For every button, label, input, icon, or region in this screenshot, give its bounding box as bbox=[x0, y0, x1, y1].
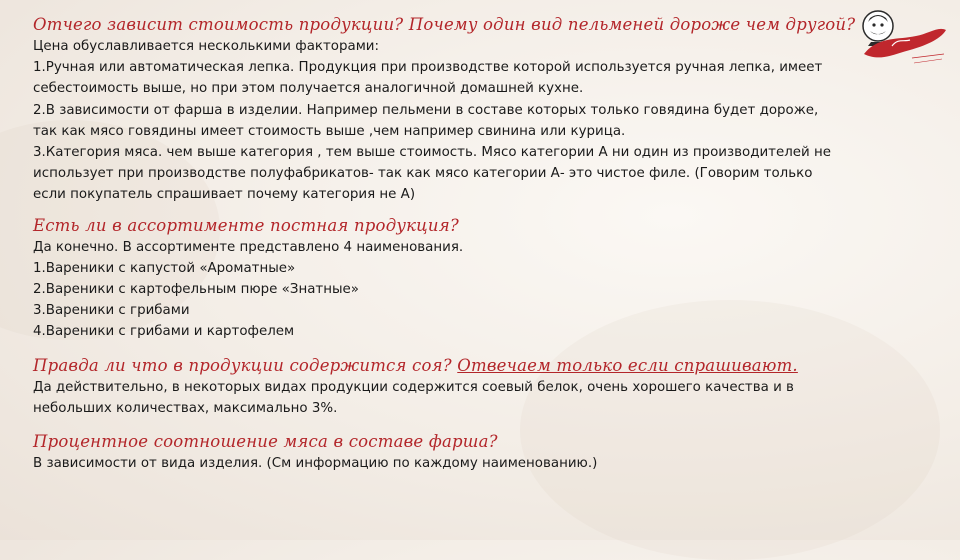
slide-content bbox=[33, 14, 903, 482]
body-line: использует при производстве полуфабрикатов- так как мясо категории А- это чистое филе. (Говорим только bbox=[33, 166, 813, 182]
list-item: 2.Вареники с картофельным пюре «Знатные» bbox=[33, 282, 359, 298]
section-heading: Отчего зависит стоимость продукции? Почему один вид пельменей дороже чем другой? bbox=[33, 15, 856, 34]
section-heading-question: Правда ли что в продукции содержится соя? bbox=[33, 355, 452, 375]
section-heading-emphasis: Отвечаем только если спрашивают. bbox=[457, 355, 798, 375]
body-line: 3.Категория мяса. чем выше категория , тем выше стоимость. Мясо категории А ни один из производителей не bbox=[33, 145, 831, 161]
body-line: небольших количествах, максимально 3%. bbox=[33, 400, 338, 416]
body-line: Цена обуславливается несколькими факторами: bbox=[33, 39, 380, 54]
faq-section-price bbox=[33, 14, 903, 206]
body-line: В зависимости от вида изделия. (См информацию по каждому наименованию.) bbox=[33, 456, 598, 472]
body-line: так как мясо говядины имеет стоимость выше ,чем например свинина или курица. bbox=[33, 123, 626, 139]
body-line: 1.Ручная или автоматическая лепка. Продукция при производстве которой используется ручная лепка, имеет bbox=[33, 60, 823, 76]
faq-section-lenten bbox=[33, 215, 903, 343]
faq-section-soy bbox=[33, 355, 903, 419]
list-item: 4.Вареники с грибами и картофелем bbox=[33, 324, 295, 340]
body-line: 2.В зависимости от фарша в изделии. Например пельмени в составе которых только говядина будет дороже, bbox=[33, 102, 819, 118]
body-line: если покупатель спрашивает почему категория не А) bbox=[33, 187, 416, 203]
faq-section-meat-ratio bbox=[33, 431, 903, 474]
list-item: 1.Вареники с капустой «Ароматные» bbox=[33, 260, 296, 276]
section-heading: Есть ли в ассортименте постная продукция? bbox=[33, 215, 459, 235]
section-heading bbox=[33, 355, 903, 377]
list-item: 3.Вареники с грибами bbox=[33, 303, 190, 319]
section-heading: Процентное соотношение мяса в составе фарша? bbox=[33, 432, 498, 452]
body-line: Да конечно. В ассортименте представлено 4 наименования. bbox=[33, 239, 464, 255]
body-line: себестоимость выше, но при этом получается аналогичной домашней кухне. bbox=[33, 81, 584, 97]
body-line: Да действительно, в некоторых видах продукции содержится соевый белок, очень хорошего качества и в bbox=[33, 379, 794, 395]
